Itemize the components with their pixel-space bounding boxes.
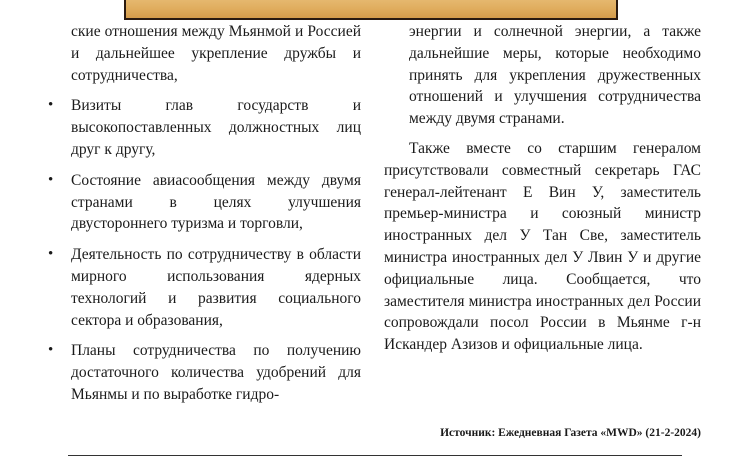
right-column (384, 21, 701, 356)
left-column (48, 21, 361, 406)
bottom-divider (68, 455, 682, 456)
bullet-item-visits: • Визиты глав государств и высокопоставленных должностных лиц друг к другу, (48, 95, 361, 160)
source-credit: Источник: Ежедневная Газета «MWD» (21-2-2024) (440, 427, 701, 439)
bullet-item-air-service: • Состояние авиасообщения между двумя странами в целях улучшения двустороннего туризма и торговли, (48, 170, 361, 235)
bullet-item-nuclear: • Деятельность по сотрудничеству в области мирного использования ядерных технологий и развития социального сектора и образования, (48, 244, 361, 331)
article-photo (124, 0, 618, 20)
bullet-item-fertilizer: • Планы сотрудничества по получению достаточного количества удобрений для Мьянмы и по выработке гидро- (48, 340, 361, 405)
right-column-paragraph: Также вместе со старшим генералом присутствовали совместный секретарь ГАС генерал-лейтенант Е Вин У, заместитель премьер-министра и союзный министр иностранных дел У Тан Све, заместитель министра иностранных дел У Лвин У и другие официальные лица. Сообщается, что заместителя министра иностранных дел России сопровождали посол России в Мьянме г-н Искандер Азизов и официальные лица. (384, 139, 701, 354)
left-column-fragment: ские отношения между Мьянмой и Россией и дальнейшее укрепление дружбы и сотрудничества, (71, 23, 361, 84)
right-column-continuation: энергии и солнечной энергии, а также дальнейшие меры, которые необходимо принять для укрепления дружественных отношений и улучшения сотрудничества между двумя странами. (409, 23, 701, 128)
bullet-list (48, 95, 361, 405)
